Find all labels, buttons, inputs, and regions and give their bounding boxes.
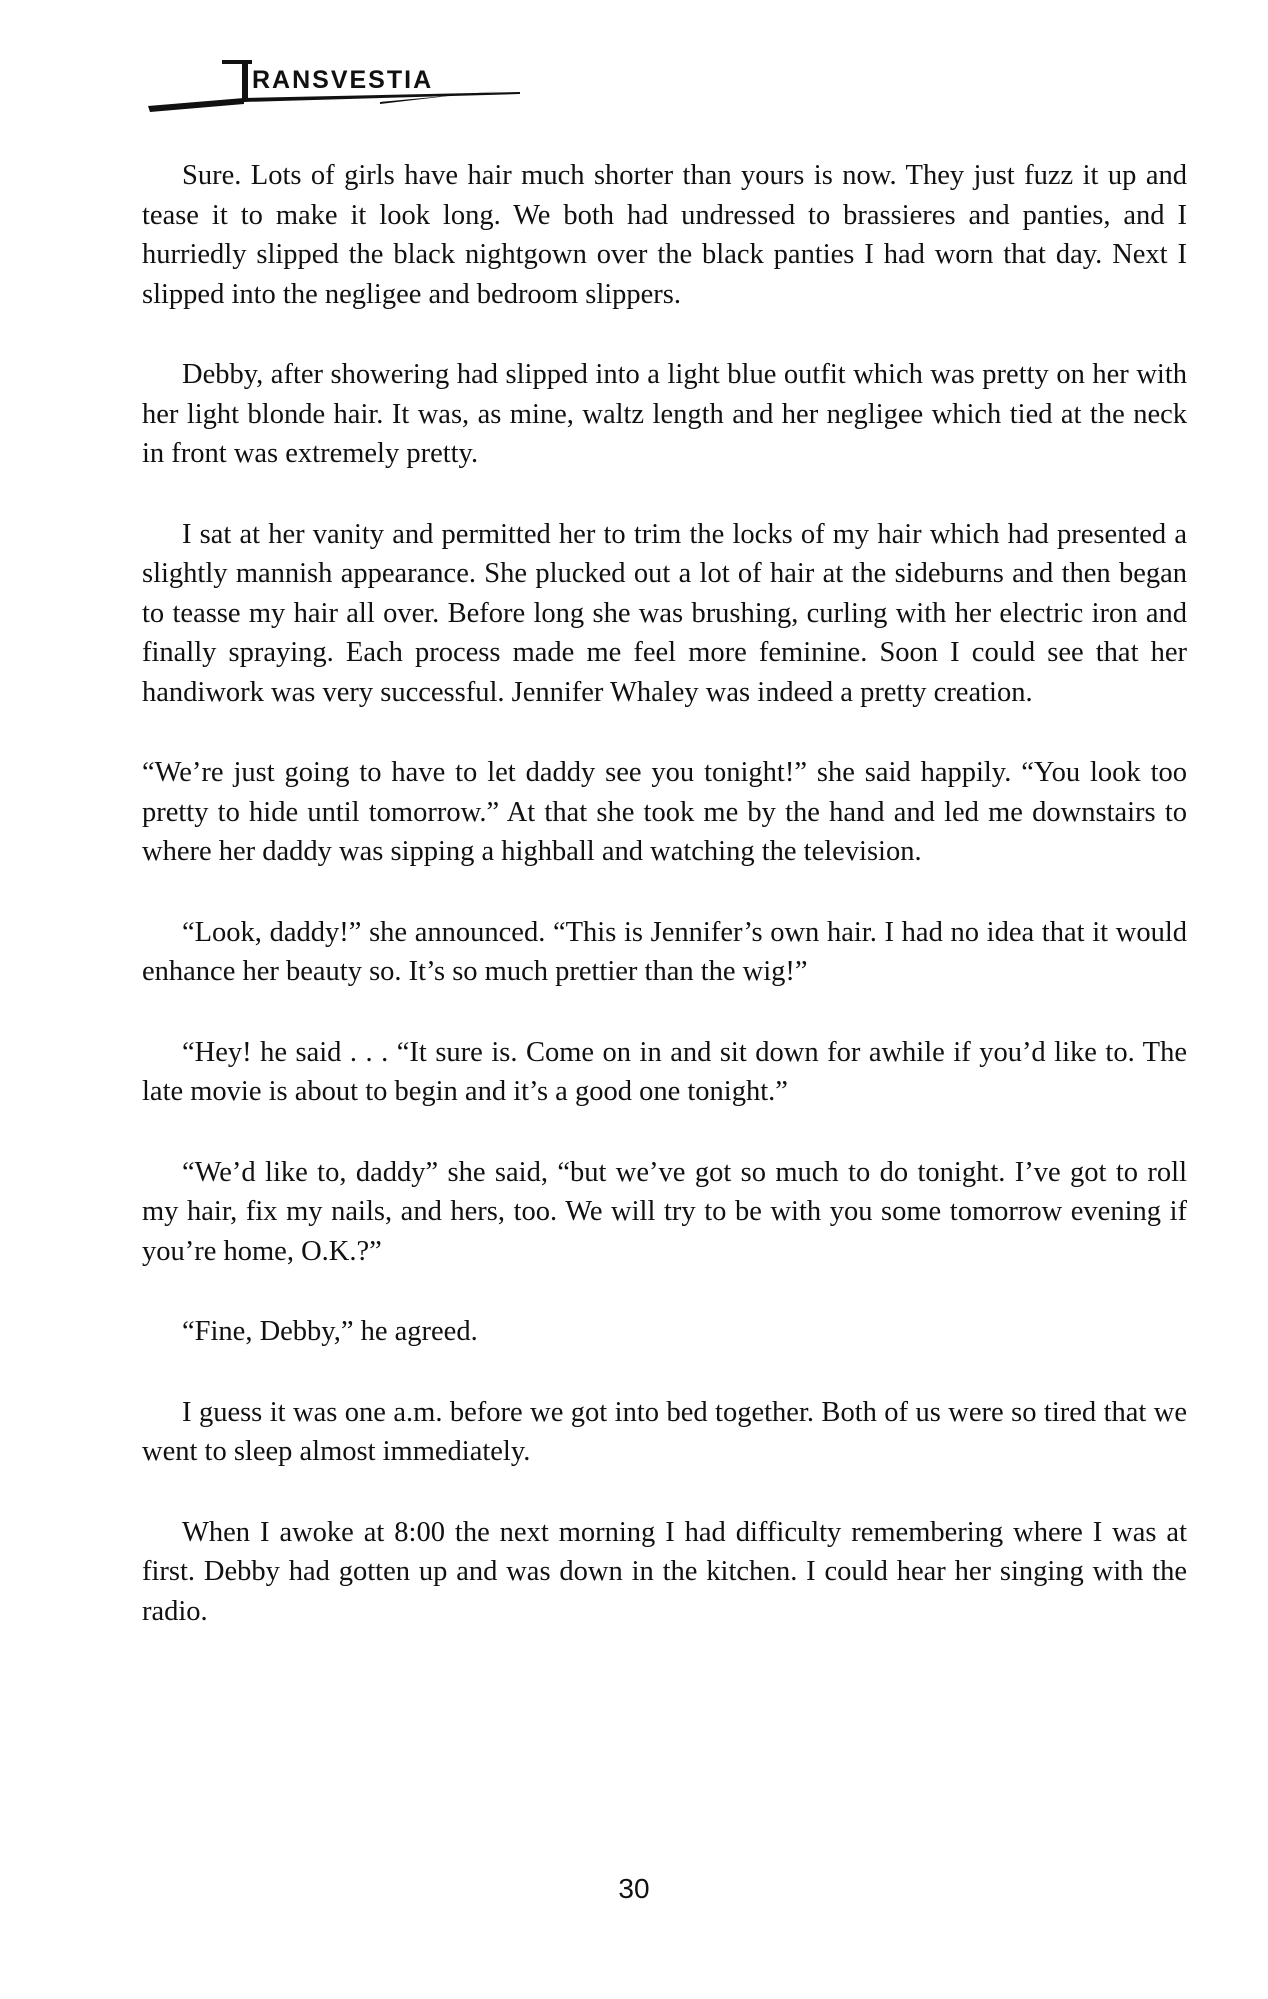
- paragraph-10: When I awoke at 8:00 the next morning I had difficulty remembering where I was at first. Debby had gotten up and was down in the kitchen. I could hear her singing with the radio.: [142, 1516, 1187, 1627]
- paragraph-6: “Hey! he said . . . “It sure is. Come on in and sit down for awhile if you’d like to. The late movie is about to begin and it’s a good one tonight.”: [142, 1036, 1187, 1107]
- paragraph-1: Sure. Lots of girls have hair much shorter than yours is now. They just fuzz it up and tease it to make it look long. We both had undressed to brassieres and panties, and I hurriedly slipped the black nightgown over the black panties I had worn that day. Next I slipped into the negligee and bedroom slippers.: [142, 160, 1187, 310]
- body-text: [142, 156, 1187, 1631]
- paragraph-7: “We’d like to, daddy” she said, “but we’ve got so much to do tonight. I’ve got to roll my hair, fix my nails, and hers, too. We will try to be with you some tomorrow evening if you’re home, O.K.?”: [142, 1156, 1187, 1267]
- paragraph-2: Debby, after showering had slipped into a light blue outfit which was pretty on her with her light blonde hair. It was, as mine, waltz length and her negligee which tied at the neck in front was extremely pretty.: [142, 359, 1187, 469]
- paragraph-9: I guess it was one a.m. before we got into bed together. Both of us were so tired that we went to sleep almost immediately.: [142, 1396, 1187, 1467]
- masthead-logo: [148, 52, 528, 122]
- page-number: 30: [618, 1873, 650, 1904]
- paragraph-8: “Fine, Debby,” he agreed.: [182, 1316, 478, 1347]
- paragraph-3: I sat at her vanity and permitted her to trim the locks of my hair which had presented a slightly mannish appearance. She plucked out a lot of hair at the sideburns and then began to teasse my hair all over. Before long she was brushing, curling with her electric iron and finally spraying. Each process made me feel more feminine. Soon I could see that her handiwork was very successful. Jennifer Whaley was indeed a pretty creation.: [142, 518, 1187, 708]
- masthead-title: RANSVESTIA: [252, 66, 434, 94]
- paragraph-4: “We’re just going to have to let daddy see you tonight!” she said happily. “You look too pretty to hide until tomorrow.” At that she took me by the hand and led me downstairs to where her daddy was sipping a highball and watching the television.: [142, 757, 1187, 867]
- paragraph-5: “Look, daddy!” she announced. “This is Jennifer’s own hair. I had no idea that it would enhance her beauty so. It’s so much prettier than the wig!”: [142, 916, 1187, 987]
